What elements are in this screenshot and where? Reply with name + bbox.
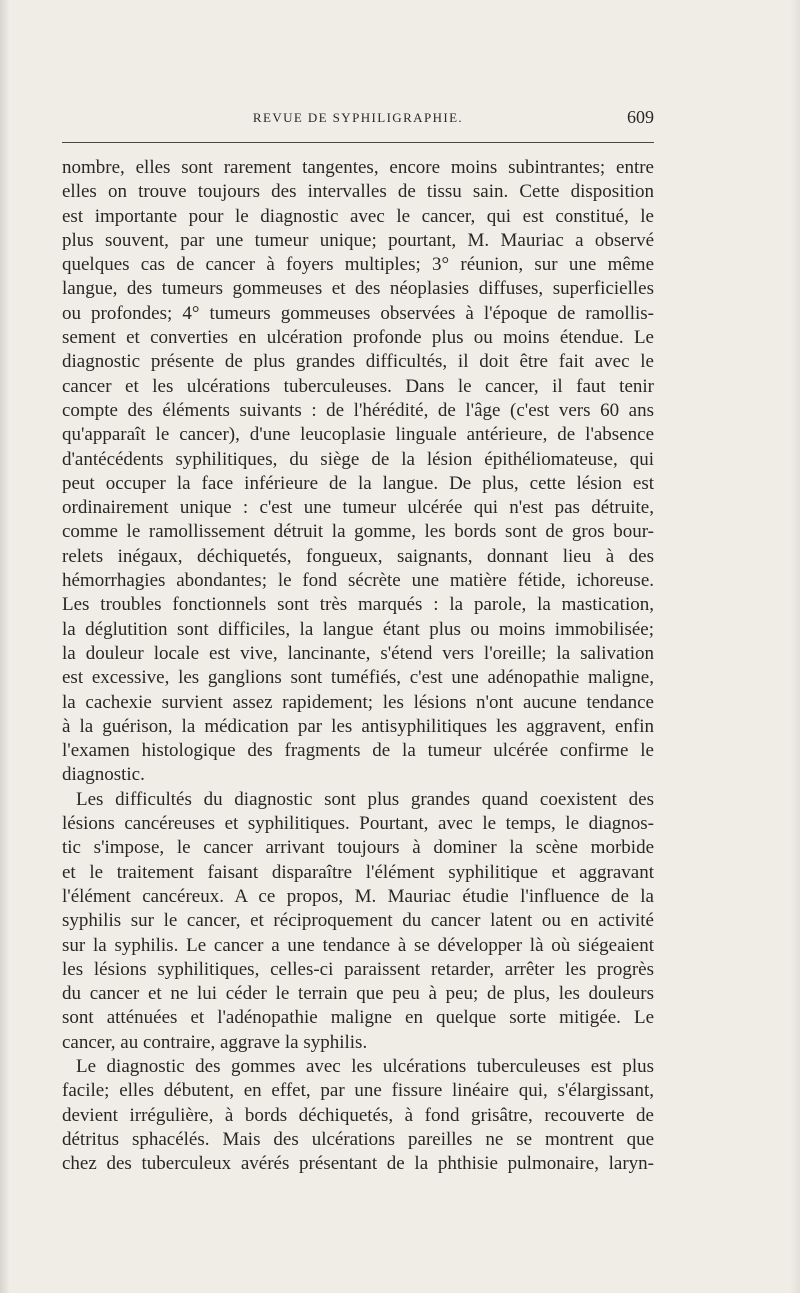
text-line: l'élément cancéreux. A ce propos, M. Mauriac étudie l'influence de la: [62, 885, 654, 907]
header-rule: [62, 142, 654, 143]
text-line: est importante pour le diagnostic avec le cancer, qui est constitué, le: [62, 205, 654, 227]
text-line: la déglutition sont difficiles, la langue étant plus ou moins immobilisée;: [62, 618, 654, 640]
text-line: ou profondes; 4° tumeurs gommeuses observées à l'époque de ramollis-: [62, 302, 654, 324]
text-line: diagnostic présente de plus grandes difficultés, il doit être fait avec le: [62, 351, 654, 373]
text-line: Les troubles fonctionnels sont très marqués : la parole, la mastication,: [62, 594, 654, 616]
text-line: sement et converties en ulcération profonde plus ou moins étendue. Le: [62, 327, 654, 349]
text-line: facile; elles débutent, en effet, par une fissure linéaire qui, s'élargissant,: [62, 1080, 654, 1102]
text-line: cancer, au contraire, aggrave la syphilis.: [62, 1031, 368, 1053]
text-line: nombre, elles sont rarement tangentes, encore moins subintrantes; entre: [62, 157, 654, 178]
text-line: la douleur locale est vive, lancinante, s'étend vers l'oreille; la salivation: [62, 642, 654, 664]
text-line: cancer et les ulcérations tuberculeuses. Dans le cancer, il faut tenir: [62, 375, 654, 397]
text-line: à la guérison, la médication par les antisyphilitiques les aggravent, enfin: [62, 715, 654, 737]
text-line: l'examen histologique des fragments de la tumeur ulcérée confirme le: [62, 740, 654, 762]
page-edge-left: [0, 0, 10, 1293]
text-line: sur la syphilis. Le cancer a une tendance à se développer là où siégeaient: [62, 934, 654, 956]
text-line: elles on trouve toujours des intervalles de tissu sain. Cette disposition: [62, 181, 654, 203]
text-line: langue, des tumeurs gommeuses et des néoplasies diffuses, superficielles: [62, 278, 654, 300]
text-line: qu'apparaît le cancer), d'une leucoplasie linguale antérieure, de l'absence: [62, 424, 654, 446]
text-line: la cachexie survient assez rapidement; les lésions n'ont aucune tendance: [62, 691, 654, 713]
text-line: peut occuper la face inférieure de la langue. De plus, cette lésion est: [62, 472, 654, 494]
text-line: comme le ramollissement détruit la gomme, les bords sont de gros bour-: [62, 521, 654, 543]
text-line: et le traitement faisant disparaître l'élément syphilitique et aggravant: [62, 861, 654, 883]
body-text: [62, 156, 654, 1176]
text-line: d'antécédents syphilitiques, du siège de la lésion épithéliomateuse, qui: [62, 448, 654, 470]
text-line: compte des éléments suivants : de l'hérédité, de l'âge (c'est vers 60 ans: [62, 399, 654, 421]
text-line: est excessive, les ganglions sont tuméfiés, c'est une adénopathie maligne,: [62, 667, 654, 689]
text-line: plus souvent, par une tumeur unique; pourtant, M. Mauriac a observé: [62, 229, 654, 251]
text-line: les lésions syphilitiques, celles-ci paraissent retarder, arrêter les progrès: [62, 958, 654, 980]
text-line: sont atténuées et l'adénopathie maligne en quelque sorte mitigée. Le: [62, 1007, 654, 1029]
text-line: chez des tuberculeux avérés présentant de la phthisie pulmonaire, laryn-: [62, 1153, 654, 1175]
text-line: devient irrégulière, à bords déchiquetés, à fond grisâtre, recouverte de: [62, 1104, 654, 1126]
running-head: [62, 107, 654, 132]
text-line: détritus sphacélés. Mais des ulcérations pareilles ne se montrent que: [62, 1128, 654, 1150]
text-line: du cancer et ne lui céder le terrain que peu à peu; de plus, les douleurs: [62, 983, 654, 1005]
text-line: tic s'impose, le cancer arrivant toujours à dominer la scène morbide: [62, 837, 654, 859]
text-line: Le diagnostic des gommes avec les ulcérations tuberculeuses est plus: [76, 1055, 654, 1077]
text-line: diagnostic.: [62, 764, 145, 786]
text-line: Les difficultés du diagnostic sont plus grandes quand coexistent des: [76, 788, 654, 810]
text-line: hémorrhagies abondantes; le fond sécrète une matière fétide, ichoreuse.: [62, 570, 654, 592]
text-line: syphilis sur le cancer, et réciproquement du cancer latent ou en activité: [62, 910, 654, 932]
page-edge-right: [790, 0, 800, 1293]
text-line: ordinairement unique : c'est une tumeur ulcérée qui n'est pas détruite,: [62, 497, 654, 519]
page-number: 609: [627, 107, 654, 127]
text-line: relets inégaux, déchiquetés, fongueux, saignants, donnant lieu à des: [62, 545, 654, 567]
running-title: REVUE DE SYPHILIGRAPHIE.: [252, 110, 464, 125]
text-line: quelques cas de cancer à foyers multiples; 3° réunion, sur une même: [62, 254, 654, 276]
text-line: lésions cancéreuses et syphilitiques. Pourtant, avec le temps, le diagnos-: [62, 813, 654, 835]
